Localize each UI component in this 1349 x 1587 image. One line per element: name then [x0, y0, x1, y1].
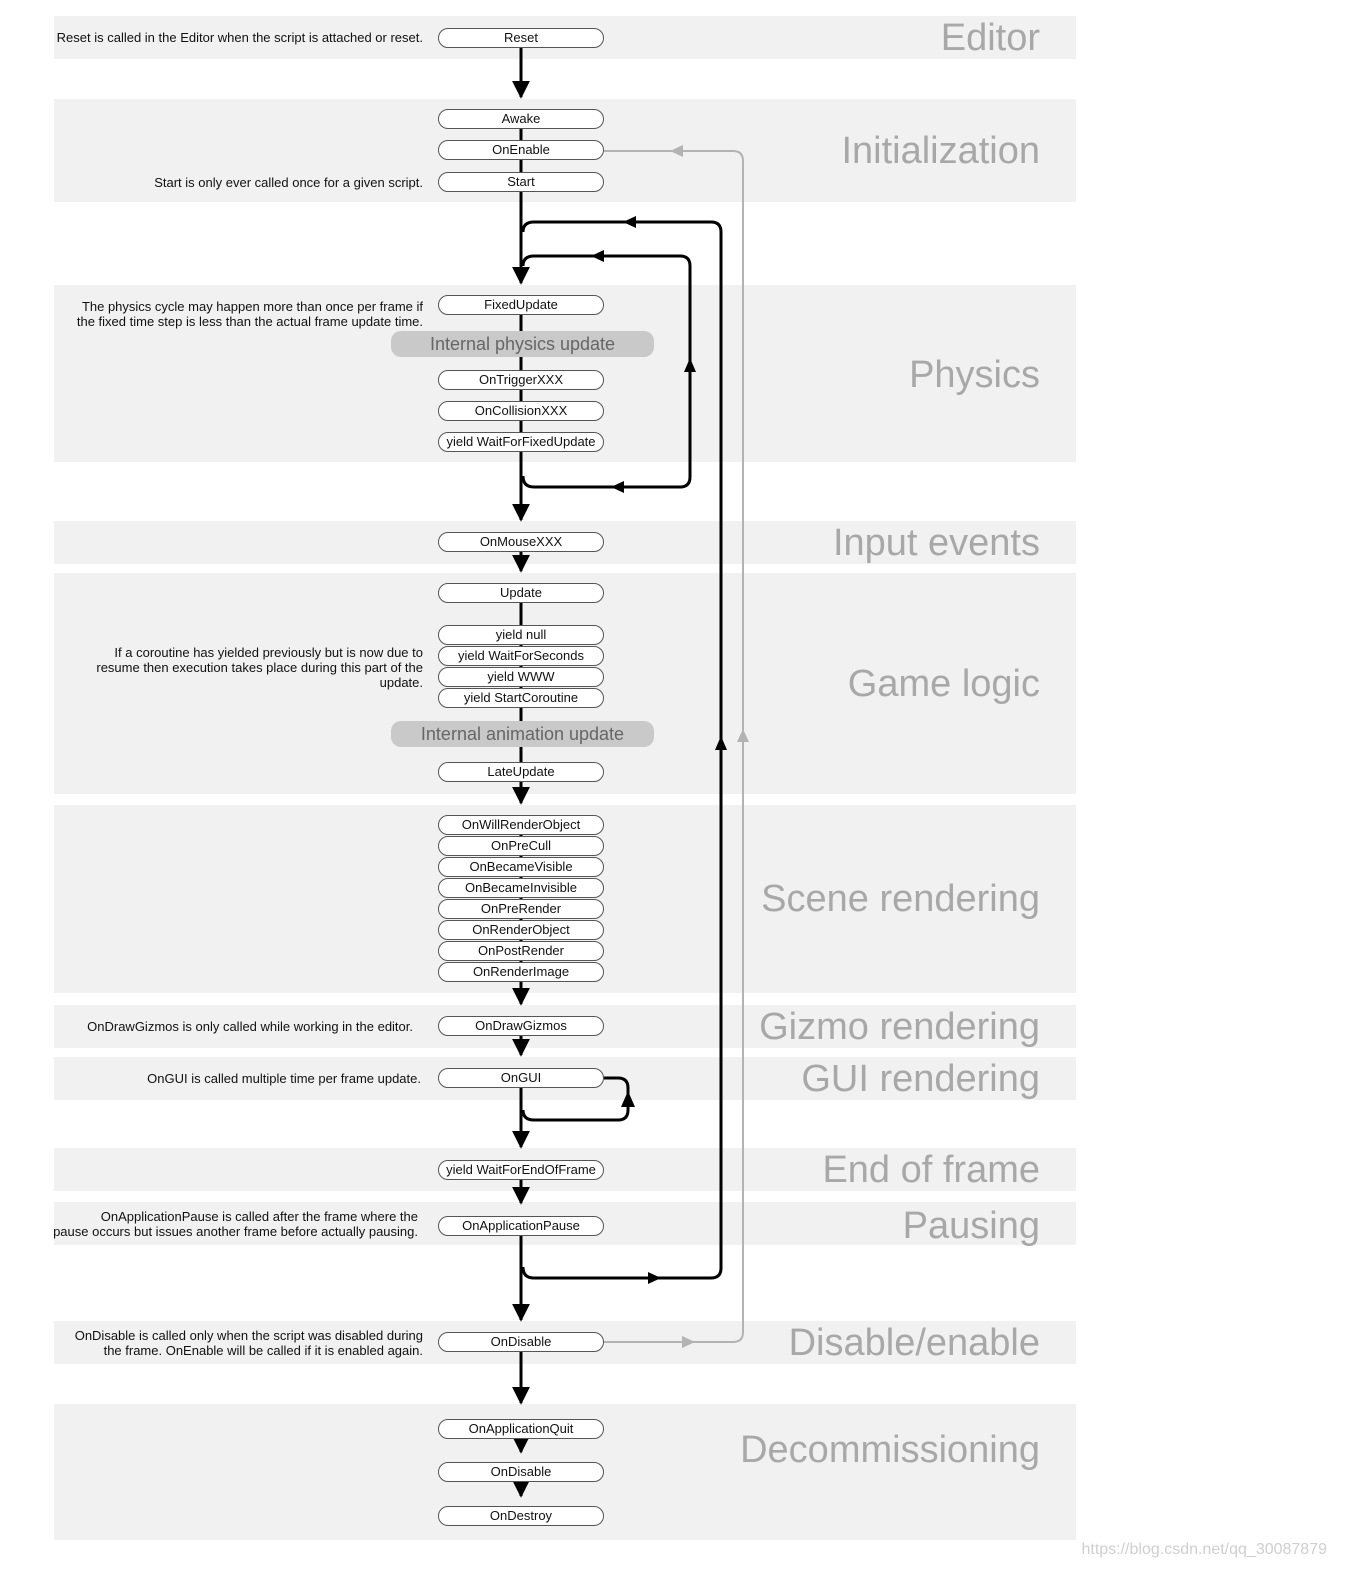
node-ondestroy: OnDestroy: [438, 1506, 604, 1526]
section-title-disable-enable: Disable/enable: [788, 1322, 1040, 1364]
node-ondisable: OnDisable: [438, 1332, 604, 1352]
watermark: https://blog.csdn.net/qq_30087879: [1081, 1541, 1327, 1558]
arrow-gray-loop-up: [737, 729, 749, 742]
note-coroutine: If a coroutine has yielded previously but is now due to resume then execution takes place during this part of the update.: [96, 645, 423, 690]
arrow-frame-loop-up: [715, 736, 727, 750]
node-yield-startcoroutine: yield StartCoroutine: [438, 688, 604, 708]
node-yield-waitforseconds: yield WaitForSeconds: [438, 646, 604, 666]
node-onprecull: OnPreCull: [438, 836, 604, 856]
node-onprerender: OnPreRender: [438, 899, 604, 919]
arrow-gui-loop-up: [621, 1091, 635, 1107]
node-onbecamevisible: OnBecameVisible: [438, 857, 604, 877]
node-yield-null: yield null: [438, 625, 604, 645]
section-title-gizmo-rendering: Gizmo rendering: [759, 1006, 1040, 1048]
node-ondisable-decommission: OnDisable: [438, 1462, 604, 1482]
arrow-frame-loop-left: [623, 216, 636, 228]
section-title-pausing: Pausing: [902, 1205, 1040, 1247]
node-ondrawgizmos: OnDrawGizmos: [438, 1016, 604, 1036]
node-lateupdate: LateUpdate: [438, 762, 604, 782]
arrow-gray-loop-right: [682, 1336, 695, 1348]
section-title-input-events: Input events: [832, 522, 1040, 564]
section-title-scene-rendering: Scene rendering: [761, 878, 1040, 920]
arrow-physics-loop-left: [591, 250, 604, 262]
node-yield-waitforfixedupdate: yield WaitForFixedUpdate: [438, 432, 604, 452]
section-title-physics: Physics: [909, 354, 1040, 396]
section-title-editor: Editor: [940, 17, 1040, 59]
node-start: Start: [438, 172, 604, 192]
node-fixedupdate: FixedUpdate: [438, 295, 604, 315]
section-title-end-of-frame: End of frame: [822, 1149, 1040, 1191]
note-reset: Reset is called in the Editor when the script is attached or reset.: [56, 30, 423, 45]
node-yield-waitforendofframe: yield WaitForEndOfFrame: [438, 1160, 604, 1180]
note-gui: OnGUI is called multiple time per frame update.: [147, 1071, 421, 1086]
node-onrenderimage: OnRenderImage: [438, 962, 604, 982]
internal-animation-update: Internal animation update: [391, 721, 654, 747]
arrow-frame-loop-right: [648, 1272, 661, 1284]
section-title-initialization: Initialization: [841, 130, 1040, 172]
node-ontriggerxxx: OnTriggerXXX: [438, 370, 604, 390]
node-onwillrenderobject: OnWillRenderObject: [438, 815, 604, 835]
arrow-physics-loop-return: [611, 481, 624, 493]
note-start: Start is only ever called once for a given script.: [154, 175, 423, 190]
node-yield-www: yield WWW: [438, 667, 604, 687]
node-reset: Reset: [438, 28, 604, 48]
node-onbecameinvisible: OnBecameInvisible: [438, 878, 604, 898]
section-title-decommissioning: Decommissioning: [740, 1429, 1040, 1471]
node-onpostrender: OnPostRender: [438, 941, 604, 961]
node-onenable: OnEnable: [438, 140, 604, 160]
node-oncollisionxxx: OnCollisionXXX: [438, 401, 604, 421]
node-update: Update: [438, 583, 604, 603]
section-title-gui-rendering: GUI rendering: [801, 1058, 1040, 1100]
node-ongui: OnGUI: [438, 1068, 604, 1088]
node-awake: Awake: [438, 109, 604, 129]
arrow-physics-loop-up: [684, 358, 696, 372]
note-physics: The physics cycle may happen more than once per frame if the fixed time step is less than the actual frame update time.: [76, 299, 423, 329]
note-disable: OnDisable is called only when the script was disabled during the frame. OnEnable will be called if it is enabled again.: [74, 1328, 423, 1358]
node-onmousexxx: OnMouseXXX: [438, 532, 604, 552]
arrow-gray-loop-left: [670, 145, 683, 157]
note-gizmos: OnDrawGizmos is only called while working in the editor.: [87, 1019, 413, 1034]
node-onrenderobject: OnRenderObject: [438, 920, 604, 940]
note-pause: OnApplicationPause is called after the frame where the pause occurs but issues another frame before actually pausing.: [53, 1209, 418, 1239]
node-onapplicationpause: OnApplicationPause: [438, 1216, 604, 1236]
internal-physics-update: Internal physics update: [391, 331, 654, 357]
section-title-game-logic: Game logic: [847, 663, 1040, 705]
node-onapplicationquit: OnApplicationQuit: [438, 1419, 604, 1439]
